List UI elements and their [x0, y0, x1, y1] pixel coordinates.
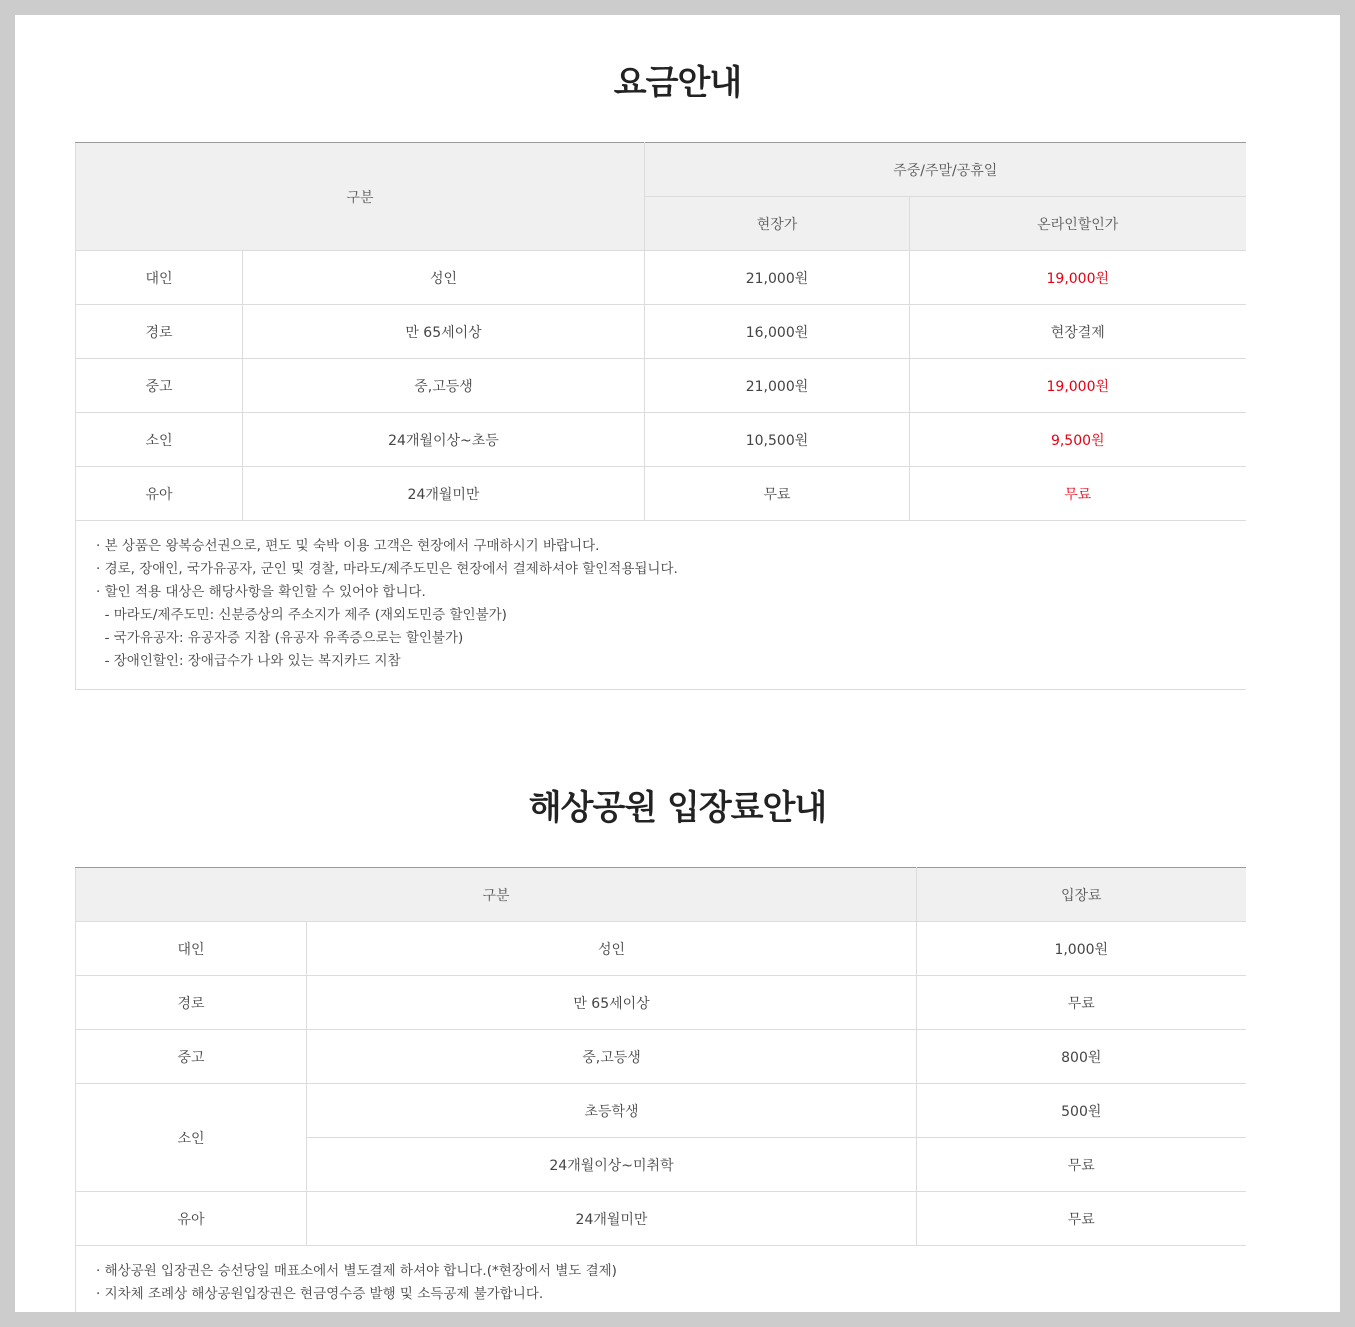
- park-type: 소인: [76, 1084, 307, 1192]
- note-line: - 마라도/제주도민: 신분증상의 주소지가 제주 (재외도민증 할인불가): [96, 607, 507, 623]
- table-row: [76, 1030, 1246, 1084]
- table-row: [76, 413, 1246, 467]
- fare-header-row: [76, 143, 1246, 197]
- park-fee: 무료: [917, 1192, 1246, 1246]
- park-header-fee: 입장료: [917, 868, 1246, 922]
- note-line: · 지차체 조례상 해상공원입장권은 현금영수증 발행 및 소득공제 불가합니다.: [96, 1286, 544, 1302]
- fare-online: 무료: [910, 467, 1246, 521]
- park-fee: 무료: [917, 1138, 1246, 1192]
- note-line: · 본 상품은 왕복승선권으로, 편도 및 숙박 이용 고객은 현장에서 구매하시기 바랍니다.: [96, 538, 600, 554]
- fare-desc: 만 65세이상: [243, 305, 645, 359]
- park-desc: 초등학생: [307, 1084, 917, 1138]
- fare-desc: 24개월미만: [243, 467, 645, 521]
- park-fee: 1,000원: [917, 922, 1246, 976]
- park-type: 중고: [76, 1030, 307, 1084]
- fare-onsite: 10,500원: [645, 413, 910, 467]
- table-row: [76, 1084, 1246, 1138]
- fare-desc: 성인: [243, 251, 645, 305]
- fare-header-group: 주중/주말/공휴일: [645, 143, 1246, 197]
- park-desc: 중,고등생: [307, 1030, 917, 1084]
- park-title: 해상공원 입장료안내: [528, 788, 827, 828]
- fare-desc: 중,고등생: [243, 359, 645, 413]
- note-line: - 장애인할인: 장애급수가 나와 있는 복지카드 지참: [96, 653, 401, 669]
- note-line: - 국가유공자: 유공자증 지참 (유공자 유족증으로는 할인불가): [96, 630, 464, 646]
- fare-onsite: 21,000원: [645, 251, 910, 305]
- table-row: [76, 467, 1246, 521]
- fare-onsite: 21,000원: [645, 359, 910, 413]
- note-line: · 해상공원 입장권은 승선당일 매표소에서 별도결제 하셔야 합니다.(*현장에서 별도 결제): [96, 1263, 617, 1279]
- fare-notes: [76, 521, 1246, 690]
- park-fee: 무료: [917, 976, 1246, 1030]
- fare-title: 요금안내: [613, 63, 742, 103]
- fare-desc: 24개월이상~초등: [243, 413, 645, 467]
- park-desc: 성인: [307, 922, 917, 976]
- park-type: 유아: [76, 1192, 307, 1246]
- park-type: 경로: [76, 976, 307, 1030]
- park-desc: 24개월미만: [307, 1192, 917, 1246]
- table-row: [76, 251, 1246, 305]
- park-fee: 500원: [917, 1084, 1246, 1138]
- fare-type: 소인: [76, 413, 243, 467]
- fare-online: 9,500원: [910, 413, 1246, 467]
- park-header-row: [76, 868, 1246, 922]
- fare-onsite: 16,000원: [645, 305, 910, 359]
- table-row: [76, 1192, 1246, 1246]
- park-notes: [76, 1246, 1246, 1313]
- park-header-category: 구분: [76, 868, 917, 922]
- park-notes-row: [76, 1246, 1246, 1313]
- table-row: [76, 976, 1246, 1030]
- fare-online: 19,000원: [910, 251, 1246, 305]
- park-desc: 만 65세이상: [307, 976, 917, 1030]
- park-desc: 24개월이상~미취학: [307, 1138, 917, 1192]
- note-line: · 할인 적용 대상은 해당사항을 확인할 수 있어야 합니다.: [96, 584, 426, 600]
- fare-table: [75, 142, 1246, 690]
- fare-type: 유아: [76, 467, 243, 521]
- fare-type: 대인: [76, 251, 243, 305]
- table-row: [76, 359, 1246, 413]
- table-row: [76, 305, 1246, 359]
- fare-header-online: 온라인할인가: [910, 197, 1246, 251]
- note-line: · 경로, 장애인, 국가유공자, 군인 및 경찰, 마라도/제주도민은 현장에서 결제하셔야 할인적용됩니다.: [96, 561, 678, 577]
- fare-type: 경로: [76, 305, 243, 359]
- park-type: 대인: [76, 922, 307, 976]
- fare-onsite: 무료: [645, 467, 910, 521]
- fare-header-category: 구분: [76, 143, 645, 251]
- fare-online: 19,000원: [910, 359, 1246, 413]
- fare-type: 중고: [76, 359, 243, 413]
- park-fee: 800원: [917, 1030, 1246, 1084]
- fare-header-onsite: 현장가: [645, 197, 910, 251]
- page: [15, 15, 1340, 1312]
- fare-notes-row: [76, 521, 1246, 690]
- park-fee-table: [75, 867, 1246, 1312]
- fare-online: 현장결제: [910, 305, 1246, 359]
- table-row: [76, 922, 1246, 976]
